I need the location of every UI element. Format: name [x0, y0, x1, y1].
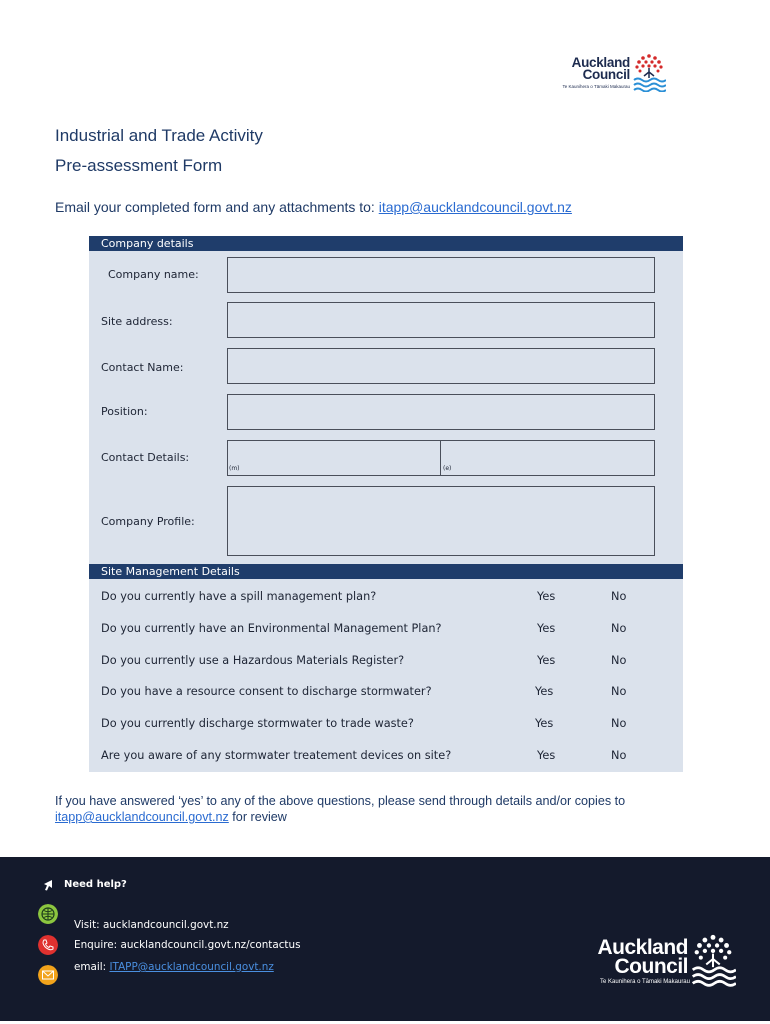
site-address-field[interactable]: [227, 302, 655, 338]
site-address-label: Site address:: [101, 315, 173, 328]
yes-option[interactable]: Yes: [537, 749, 556, 762]
phone-icon: [38, 935, 58, 955]
footer-logo-subtitle: Te Kaunihera o Tāmaki Makaurau: [600, 979, 690, 985]
mobile-field[interactable]: [227, 440, 441, 476]
auckland-council-logo: [548, 50, 668, 94]
no-option[interactable]: No: [611, 749, 627, 762]
footer-email-prefix: email:: [74, 961, 110, 973]
no-option[interactable]: No: [611, 717, 627, 730]
review-note-text: If you have answered ‘yes’ to any of the above questions, please send through details and/or copies to: [55, 794, 626, 808]
footer-email-link[interactable]: ITAPP@aucklandcouncil.govt.nz: [109, 961, 274, 973]
email-line: [74, 961, 274, 973]
no-option[interactable]: No: [611, 622, 627, 635]
company-profile-field[interactable]: [227, 486, 655, 556]
yes-option[interactable]: Yes: [535, 717, 554, 730]
position-field[interactable]: [227, 394, 655, 430]
company-name-label: Company name:: [108, 268, 199, 281]
contact-name-label: Contact Name:: [101, 361, 184, 374]
yes-option[interactable]: Yes: [537, 590, 556, 603]
company-profile-label: Company Profile:: [101, 515, 195, 528]
mobile-sub-label: (m): [229, 465, 240, 472]
email-field[interactable]: [440, 440, 655, 476]
need-help-heading: Need help?: [64, 879, 127, 890]
company-name-field[interactable]: [227, 257, 655, 293]
question-environmental-plan: Do you currently have an Environmental Management Plan?: [101, 622, 442, 635]
visit-line: Visit: aucklandcouncil.govt.nz: [74, 919, 229, 931]
section-header-site-management: Site Management Details: [89, 564, 683, 579]
review-note: [55, 793, 745, 825]
section-header-company: Company details: [89, 236, 683, 251]
no-option[interactable]: No: [611, 654, 627, 667]
question-hazardous-register: Do you currently use a Hazardous Materials Register?: [101, 654, 405, 667]
logo-word-council: Council: [582, 67, 630, 82]
email-instruction: [55, 199, 572, 215]
no-option[interactable]: No: [611, 685, 627, 698]
review-email-link[interactable]: itapp@aucklandcouncil.govt.nz: [55, 810, 229, 824]
pohutukawa-icon: [632, 52, 666, 92]
email-instruction-text: Email your completed form and any attachments to:: [55, 199, 379, 215]
yes-option[interactable]: Yes: [535, 685, 554, 698]
footer-logo-word-council: Council: [614, 955, 688, 978]
mail-icon: [38, 965, 58, 985]
auckland-council-logo-footer: [578, 928, 738, 990]
no-option[interactable]: No: [611, 590, 627, 603]
question-trade-waste: Do you currently discharge stormwater to trade waste?: [101, 717, 414, 730]
logo-subtitle: Te Kaunihera o Tāmaki Makaurau: [562, 84, 630, 89]
question-spill-plan: Do you currently have a spill management plan?: [101, 590, 377, 603]
cursor-arrow-icon: [42, 879, 54, 891]
question-treatment-devices: Are you aware of any stormwater treatement devices on site?: [101, 749, 452, 762]
yes-option[interactable]: Yes: [537, 654, 556, 667]
email-link[interactable]: itapp@aucklandcouncil.govt.nz: [378, 199, 572, 215]
yes-option[interactable]: Yes: [537, 622, 556, 635]
logo-word-auckland: Auckland: [571, 55, 630, 70]
form-title-line1: Industrial and Trade Activity: [55, 126, 263, 145]
question-resource-consent: Do you have a resource consent to discharge stormwater?: [101, 685, 432, 698]
pohutukawa-icon: [690, 930, 736, 988]
contact-name-field[interactable]: [227, 348, 655, 384]
globe-icon: [38, 904, 58, 924]
footer-logo-word-auckland: Auckland: [597, 936, 688, 959]
review-note-suffix: for review: [228, 810, 287, 824]
form-title-line2: Pre-assessment Form: [55, 156, 223, 175]
contact-details-label: Contact Details:: [101, 451, 190, 464]
position-label: Position:: [101, 405, 148, 418]
enquire-line: Enquire: aucklandcouncil.govt.nz/contactus: [74, 939, 301, 951]
email-sub-label: (e): [443, 465, 452, 472]
